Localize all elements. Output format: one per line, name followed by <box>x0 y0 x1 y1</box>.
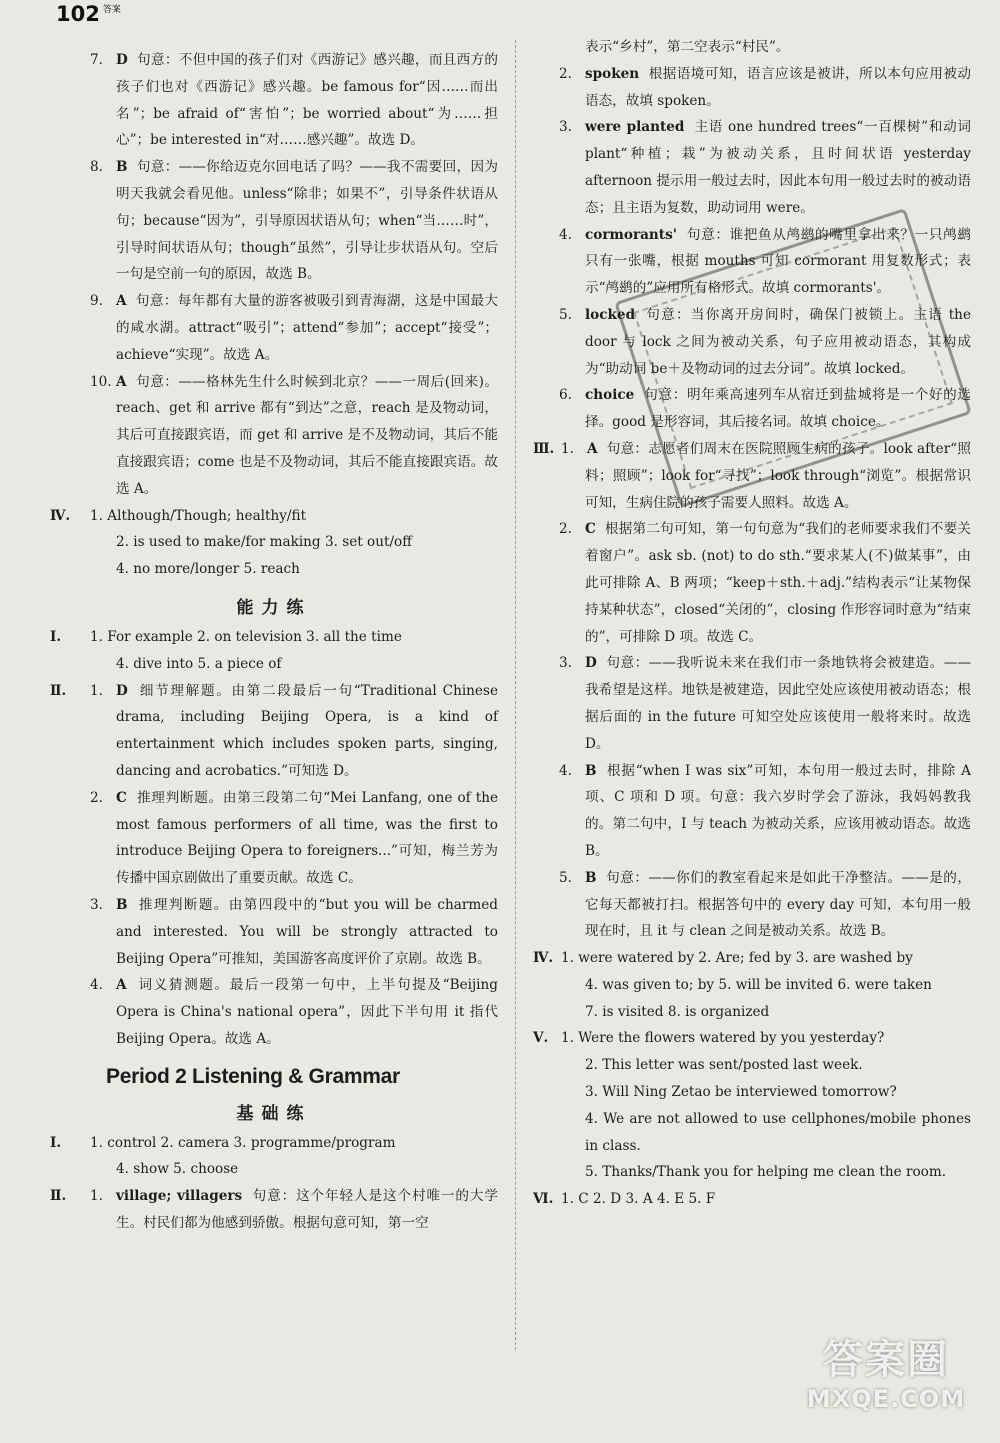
answer-item: 8. B 句意：——你给迈克尔回电话了吗？——我不需要回，因为明天我就会看见他。unless“除非；如果不”，引导条件状语从句；because“因为”，引导原因状语从句；when“当……时”，引导时间状语从句；though“虽然”，引导让步状语从句。空后一句是空前一句的原因，故选 B。 <box>90 159 498 283</box>
section-iv: Ⅳ. 1. Although/Though; healthy/fit <box>50 507 307 524</box>
answer-item: 2. C 根据第二句可知，第一句句意为“我们的老师要求我们不要关着窗户”。ask sb. (not) to do sth.“要求某人(不)做某事”，由此可排除 A、B 两项；“keep＋sth.＋adj.”结构表示“让某物保持某种状态”，closed“关闭的”，closing 作形容词时意为“结束的”，可排除 D 项。故选 C。 <box>559 521 971 645</box>
section-line: 4. show 5. choose <box>116 1161 239 1178</box>
basic-title: 基础练 <box>236 1103 312 1124</box>
answer-item: 4. B 根据“when I was six”可知，本句用一般过去时，排除 A 项、C 项和 D 项。句意：我六岁时学会了游泳，我妈妈教我的。第二句中，I 与 teach 为被动关系，应该用被动语态。故选 B。 <box>559 762 971 859</box>
section-line: 3. Will Ning Zetao be interviewed tomorrow? <box>585 1084 897 1101</box>
section-ii: Ⅱ. 1. D 细节理解题。由第二段最后一句“Traditional Chinese drama, including Beijing Opera, is a kind of entertainment which includes spoken parts, singing, dancing and acrobatics.”可知选 D。 <box>50 682 498 779</box>
section-line: 2. is used to make/for making 3. set out/off <box>116 534 412 551</box>
section-v: Ⅴ. 1. Were the flowers watered by you yesterday? <box>533 1030 885 1047</box>
section-line: 4. was given to; by 5. will be invited 6. were taken <box>585 976 932 993</box>
section-vi: Ⅵ. 1. C 2. D 3. A 4. E 5. F <box>533 1191 716 1208</box>
section-line: 7. is visited 8. is organized <box>585 1003 770 1020</box>
section-line: 4. no more/longer 5. reach <box>116 561 300 578</box>
section-i: Ⅰ. 1. control 2. camera 3. programme/program <box>50 1134 396 1151</box>
section-iii: Ⅲ. 1. A 句意：志愿者们周末在医院照顾生病的孩子。look after“照料；照顾”；look for“寻找”；look through“浏览”。根据常识可知，生病住院的孩子需要人照料。故选 A。 <box>533 440 971 511</box>
answer-item: 4. A 词义猜测题。最后一段第一句中，上半句提及“Beijing Opera is China's national opera”，因此下半句用 it 指代 Beijing Opera。故选 A。 <box>90 977 498 1047</box>
answer-item: 5. locked 句意：当你离开房间时，确保门被锁上。主语 the door 与 lock 之间为被动关系，句子应用被动语态，其构成为“助动词 be＋及物动词的过去分词”。故填 locked。 <box>559 306 971 377</box>
continued-text: 表示“乡村”，第二空表示“村民”。 <box>585 39 790 55</box>
watermark-logo: 答案圈 MXQE.COM <box>806 1337 966 1413</box>
answer-item: 2. C 推理判断题。由第三段第二句“Mei Lanfang, one of the most famous performers of all time, was the first to introduce Beijing Opera to foreigners...”可知，梅兰芳为传播中国京剧做出了重要贡献。故选 C。 <box>90 789 498 887</box>
column-divider <box>515 40 516 1350</box>
section-i: Ⅰ. 1. For example 2. on television 3. all the time <box>50 628 402 645</box>
period-title: Period 2 Listening & Grammar <box>106 1064 400 1088</box>
answer-item: 6. choice 句意：明年乘高速列车从宿迁到盐城将是一个好的选择。good 是形容词，其后接名词。故填 choice。 <box>559 387 971 431</box>
answer-item: 4. cormorants' 句意：谁把鱼从鸬鹚的嘴里拿出来？一只鸬鹚只有一张嘴，根据 mouths 可知 cormorant 用复数形式；表示“鸬鹚的”应用所有格形式。故填 cormorants'。 <box>559 226 971 297</box>
answer-item: 5. B 句意：——你们的教室看起来是如此干净整洁。——是的，它每天都被打扫。根据答句中的 every day 可知，本句用一般现在时，且 it 与 clean 之间是被动关系。故选 B。 <box>559 869 971 940</box>
answer-item: 3. D 句意：——我听说未来在我们市一条地铁将会被建造。——我希望是这样。地铁是被建造，因此空处应该使用被动语态；根据后面的 in the future 可知空处应该使用一般将来时。故选 D。 <box>559 655 971 752</box>
page-number: 102 $^{答案}$ <box>56 2 121 26</box>
answer-item: 2. spoken 根据语境可知，语言应该是被讲，所以本句应用被动语态，故填 spoken。 <box>559 65 971 109</box>
section-line: 2. This letter was sent/posted last week. <box>585 1057 863 1074</box>
section-line: 4. We are not allowed to use cellphones/mobile phones in class. <box>585 1110 971 1154</box>
section-ii: Ⅱ. 1. village; villagers 句意：这个年轻人是这个村唯一的大学生。村民们都为他感到骄傲。根据句意可知，第一空 <box>50 1188 498 1232</box>
answer-item: 3. B 推理判断题。由第四段中的“but you will be charmed and interested. You will be strongly attracted to Beijing Opera”可推知，美国游客高度评价了京剧。故选 B。 <box>90 896 498 967</box>
left-column <box>50 47 498 1237</box>
section-iv: Ⅳ. 1. were watered by 2. Are; fed by 3. are washed by <box>533 950 913 967</box>
ability-title: 能力练 <box>236 597 312 618</box>
answer-item: 7. D 句意：不但中国的孩子们对《西游记》感兴趣，而且西方的孩子们也对《西游记》感兴趣。be famous for“因……而出名”；be afraid of“害怕”；be worried about“为……担心”；be interested in“对……感兴趣”。故选 D。 <box>90 52 498 149</box>
answer-item: 9. A 句意：每年都有大量的游客被吸引到青海湖，这是中国最大的咸水湖。attract“吸引”；attend“参加”；accept“接受”；achieve“实现”。故选 A。 <box>90 293 498 363</box>
section-line: 4. dive into 5. a piece of <box>116 655 282 672</box>
answer-item: 3. were planted 主语 one hundred trees“一百棵树”和动词 plant“种植；栽”为被动关系，且时间状语 yesterday afternoon 提示用一般过去时，因此本句用一般过去时的被动语态；且主语为复数，助动词用 were。 <box>559 119 971 216</box>
section-line: 5. Thanks/Thank you for helping me clean the room. <box>585 1164 947 1181</box>
answer-item: 10. A 句意：——格林先生什么时候到北京？——一周后(回来)。reach、get 和 arrive 都有“到达”之意，reach 是及物动词，其后可直接跟宾语，而 get 和 arrive 是不及物动词，其后不能直接跟宾语；come 也是不及物动词，其后不能直接跟宾语。故选 A。 <box>90 373 498 497</box>
